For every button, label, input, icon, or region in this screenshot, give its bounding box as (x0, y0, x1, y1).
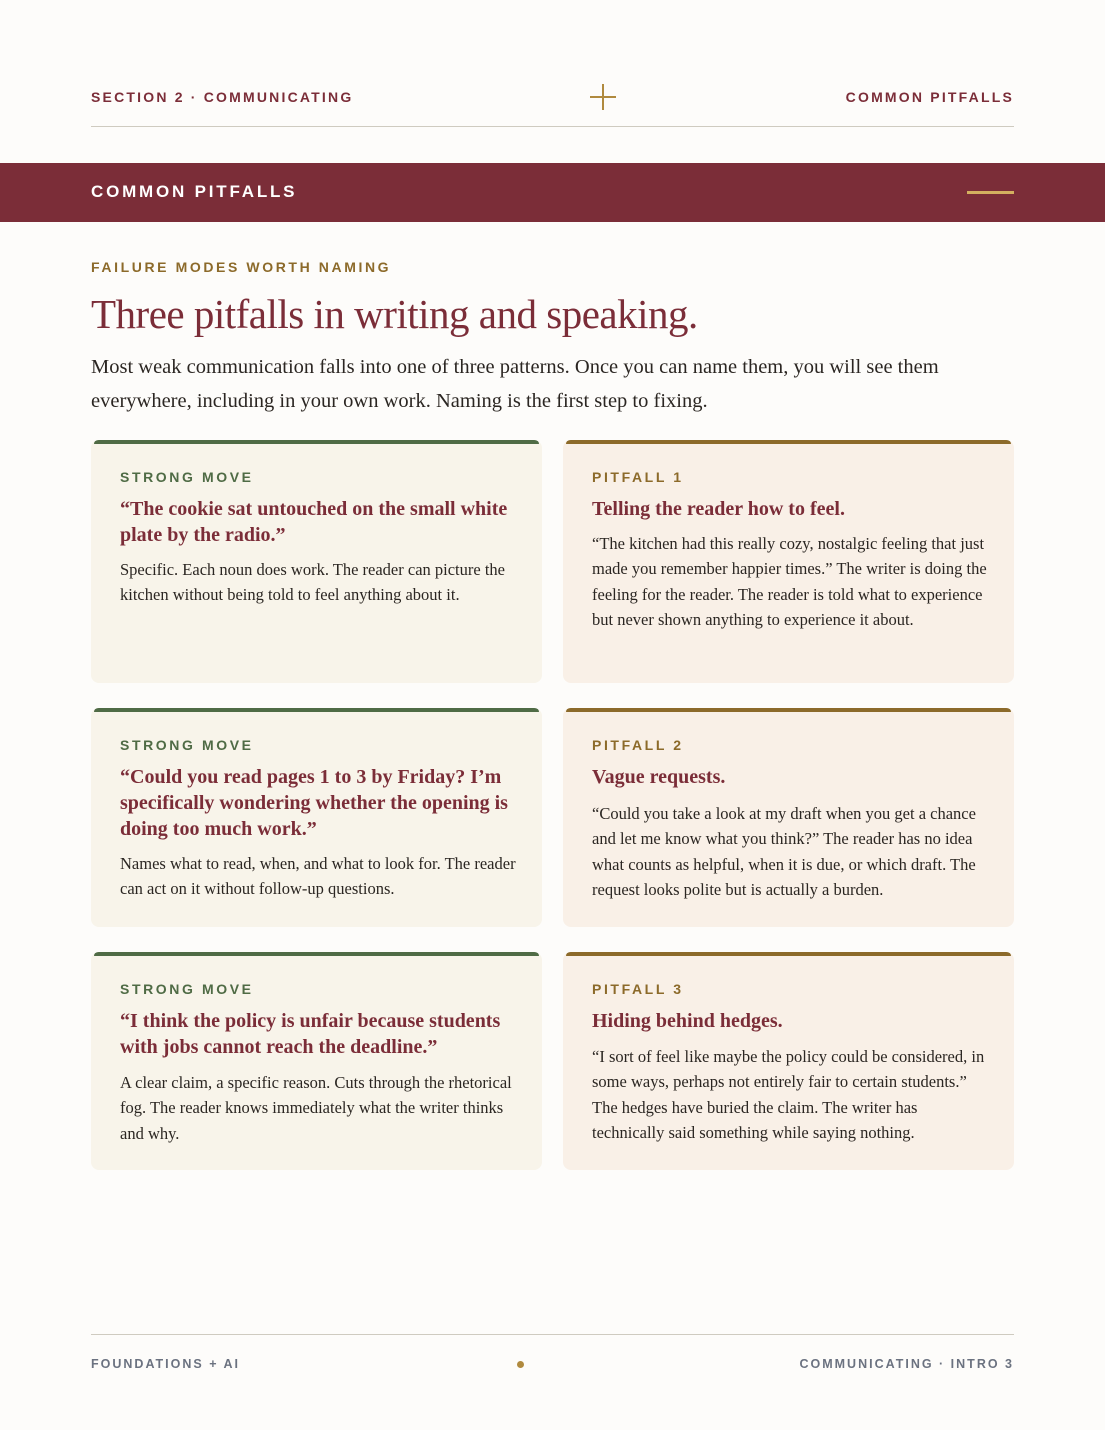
strong-move-card-1 (91, 440, 542, 683)
pitfall-card-2 (563, 708, 1014, 927)
card-accent-bar (94, 708, 539, 712)
card-label: STRONG MOVE (120, 469, 254, 485)
pitfall-card-1 (563, 440, 1014, 683)
card-body: Names what to read, when, and what to look for. The reader can act on it without follow-up questions. (120, 854, 516, 899)
card-title: “Could you read pages 1 to 3 by Friday? I’m specifically wondering whether the opening is doing too much work.” (120, 766, 508, 840)
card-body: “Could you take a look at my draft when you get a chance and let me know what you think?” The reader has no idea what counts as helpful, when it is due, or which draft. The request looks polite but is actually a burden. (592, 804, 976, 899)
card-title: Vague requests. (592, 766, 726, 788)
dot-icon (517, 1361, 524, 1368)
section-banner (0, 163, 1105, 222)
kicker: FAILURE MODES WORTH NAMING (91, 259, 392, 275)
card-body: A clear claim, a specific reason. Cuts through the rhetorical fog. The reader knows immediately what the writer thinks and why. (120, 1073, 512, 1143)
card-accent-bar (94, 952, 539, 956)
card-label: STRONG MOVE (120, 737, 254, 753)
card-accent-bar (94, 440, 539, 444)
card-title: Telling the reader how to feel. (592, 498, 845, 520)
card-accent-bar (566, 952, 1011, 956)
card-accent-bar (566, 440, 1011, 444)
card-label: PITFALL 1 (592, 469, 684, 485)
topic-label: COMMON PITFALLS (845, 89, 1014, 105)
lede-paragraph: Most weak communication falls into one of three patterns. Once you can name them, you will see them everywhere, including in your own work. Naming is the first step to fixing. (91, 356, 939, 412)
banner-accent-dash (967, 191, 1014, 194)
page-footer (91, 1334, 1014, 1374)
card-label: PITFALL 2 (592, 737, 684, 753)
card-label: STRONG MOVE (120, 981, 254, 997)
page-title: Three pitfalls in writing and speaking. (91, 291, 698, 337)
strong-move-card-2 (91, 708, 542, 927)
card-body: Specific. Each noun does work. The reader can picture the kitchen without being told to feel anything about it. (120, 560, 505, 605)
card-title: “The cookie sat untouched on the small white plate by the radio.” (120, 498, 508, 546)
plus-icon (590, 84, 616, 110)
footer-course-label: FOUNDATIONS + AI (91, 1357, 241, 1371)
card-title: Hiding behind hedges. (592, 1010, 783, 1032)
running-header (91, 80, 1014, 127)
card-body: “The kitchen had this really cozy, nostalgic feeling that just made you remember happier times.” The writer is doing the feeling for the reader. The reader is told what to experience but never shown anything to experience it about. (592, 534, 987, 629)
card-body: “I sort of feel like maybe the policy could be considered, in some ways, perhaps not entirely fair to certain students.” The hedges have buried the claim. The writer has technically said something while saying nothing. (592, 1047, 985, 1142)
footer-page-label: COMMUNICATING · INTRO 3 (799, 1357, 1014, 1371)
card-accent-bar (566, 708, 1011, 712)
section-label: SECTION 2 · COMMUNICATING (91, 89, 354, 105)
banner-title: COMMON PITFALLS (91, 182, 298, 201)
pitfall-card-3 (563, 952, 1014, 1170)
card-label: PITFALL 3 (592, 981, 684, 997)
strong-move-card-3 (91, 952, 542, 1170)
card-title: “I think the policy is unfair because students with jobs cannot reach the deadline.” (120, 1010, 501, 1058)
